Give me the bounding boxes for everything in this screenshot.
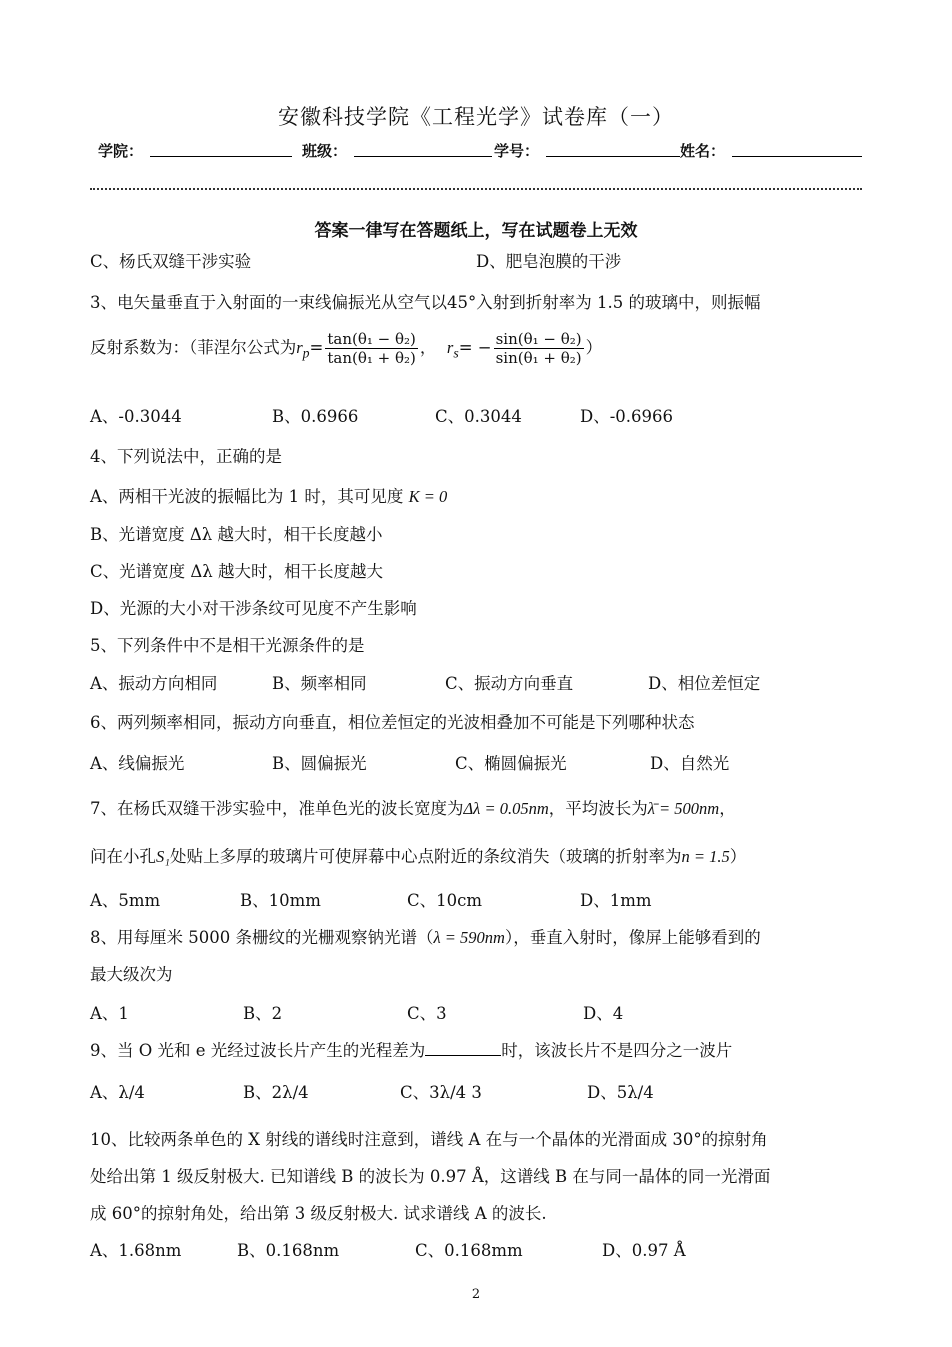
q7-options bbox=[90, 887, 810, 909]
q10-options bbox=[90, 1237, 810, 1259]
class-blank[interactable] bbox=[354, 142, 492, 157]
q7-line-2: 问在小孔S₁处贴上多厚的玻璃片可使屏幕中心点附近的条纹消失（玻璃的折射率为n = 1.5） bbox=[90, 847, 747, 866]
q10-option-d[interactable]: D、0.97 Å bbox=[602, 1241, 686, 1260]
q10-option-c[interactable]: C、0.168mm bbox=[415, 1241, 523, 1260]
q3-options bbox=[90, 403, 790, 425]
q10-line-3: 成 60°的掠射角处，给出第 3 级反射极大. 试求谱线 A 的波长. bbox=[90, 1204, 547, 1223]
q6-options bbox=[90, 750, 810, 772]
college-label: 学院： bbox=[98, 142, 144, 160]
page-title: 安徽科技学院《工程光学》试卷库（一） bbox=[278, 105, 674, 129]
q4-option-a[interactable]: A、两相干光波的振幅比为 1 时，其可见度 K = 0 bbox=[90, 487, 448, 506]
q5-stem: 5、下列条件中不是相干光源条件的是 bbox=[90, 636, 365, 655]
q2-option-d: D、肥皂泡膜的干涉 bbox=[476, 252, 622, 271]
q4-option-b[interactable]: B、光谱宽度 Δλ 越大时，相干长度越小 bbox=[90, 525, 383, 544]
q9-answer-blank[interactable] bbox=[425, 1039, 501, 1056]
student-id-blank[interactable] bbox=[546, 142, 680, 157]
q7-option-a[interactable]: A、5mm bbox=[90, 891, 161, 910]
q8-option-b[interactable]: B、2 bbox=[243, 1004, 283, 1023]
q9-option-b[interactable]: B、2λ/4 bbox=[243, 1083, 309, 1102]
q9-option-c[interactable]: C、3λ/4 3 bbox=[400, 1083, 482, 1102]
class-label: 班级： bbox=[302, 142, 348, 160]
separator-line bbox=[90, 188, 862, 190]
q8-option-d[interactable]: D、4 bbox=[583, 1004, 624, 1023]
q3-option-b[interactable]: B、0.6966 bbox=[272, 407, 359, 426]
q10-line-2: 处给出第 1 级反射极大. 已知谱线 B 的波长为 0.97 Å，这谱线 B 在与同一晶体的同一光滑面 bbox=[90, 1167, 771, 1186]
q5-option-d[interactable]: D、相位差恒定 bbox=[648, 674, 761, 693]
q9-option-a[interactable]: A、λ/4 bbox=[90, 1083, 145, 1102]
q3-formula-prefix: 反射系数为：（菲涅尔公式为 bbox=[90, 338, 297, 357]
q4-stem: 4、下列说法中，正确的是 bbox=[90, 447, 282, 466]
q6-option-d[interactable]: D、自然光 bbox=[650, 754, 730, 773]
q9-stem: 9、当 O 光和 e 光经过波长片产生的光程差为 时，该波长片不是四分之一波片 bbox=[90, 1041, 733, 1060]
q7-line-1: 7、在杨氏双缝干涉实验中，准单色光的波长宽度为Δλ = 0.05nm，平均波长为λ̄ = 500nm， bbox=[90, 799, 736, 818]
rp-fraction: $\frac{\text{tan(θ₁ − θ₂)}}{\text{tan(θ₁ + θ₂)}}$ bbox=[327, 330, 416, 367]
q4-option-c[interactable]: C、光谱宽度 Δλ 越大时，相干长度越大 bbox=[90, 562, 383, 581]
q3-formula-line: 反射系数为：（菲涅尔公式为$r_p=$ $\frac{\text{tan(θ₁ − θ₂)}}{\text{tan(θ₁ + θ₂)}}$ ， $r_s=$ − $\frac{\text{sin(θ₁ − θ₂)}}{\text{sin(θ₁ + θ₂)}}$ ） bbox=[90, 330, 603, 367]
q10-line-1: 10、比较两条单色的 X 射线的谱线时注意到，谱线 A 在与一个晶体的光滑面成 30°的掠射角 bbox=[90, 1130, 768, 1149]
q6-stem: 6、两列频率相同，振动方向垂直，相位差恒定的光波相叠加不可能是下列哪种状态 bbox=[90, 713, 695, 732]
name-label: 姓名： bbox=[680, 142, 726, 160]
q9-option-d[interactable]: D、5λ/4 bbox=[587, 1083, 654, 1102]
q9-options bbox=[90, 1079, 810, 1103]
q7-option-b[interactable]: B、10mm bbox=[240, 891, 321, 910]
page-number: 2 bbox=[471, 1287, 481, 1302]
q8-option-c[interactable]: C、3 bbox=[407, 1004, 447, 1023]
rs-symbol: $r_s$ bbox=[446, 338, 459, 361]
q3-stem: 3、电矢量垂直于入射面的一束线偏振光从空气以45°入射到折射率为 1.5 的玻璃中，则振幅 bbox=[90, 293, 761, 312]
name-blank[interactable] bbox=[732, 142, 862, 157]
q5-option-b[interactable]: B、频率相同 bbox=[272, 674, 367, 693]
q2-option-c: C、杨氏双缝干涉实验 bbox=[90, 252, 252, 271]
q4-option-d[interactable]: D、光源的大小对干涉条纹可见度不产生影响 bbox=[90, 599, 417, 618]
rp-symbol: $r_p$ bbox=[296, 338, 310, 361]
q10-option-b[interactable]: B、0.168nm bbox=[237, 1241, 340, 1260]
q6-option-a[interactable]: A、线偏振光 bbox=[90, 754, 185, 773]
student-id-label: 学号： bbox=[494, 142, 540, 160]
q8-line-1: 8、用每厘米 5000 条栅纹的光栅观察钠光谱（λ = 590nm），垂直入射时，像屏上能够看到的 bbox=[90, 928, 761, 947]
q3-option-a[interactable]: A、-0.3044 bbox=[90, 407, 182, 426]
q5-option-c[interactable]: C、振动方向垂直 bbox=[445, 674, 574, 693]
q7-option-c[interactable]: C、10cm bbox=[407, 891, 483, 910]
q8-line-2: 最大级次为 bbox=[90, 965, 173, 984]
q5-option-a[interactable]: A、振动方向相同 bbox=[90, 674, 218, 693]
q6-option-b[interactable]: B、圆偏振光 bbox=[272, 754, 367, 773]
q8-option-a[interactable]: A、1 bbox=[90, 1004, 129, 1023]
college-blank[interactable] bbox=[150, 142, 292, 157]
q3-option-d[interactable]: D、-0.6966 bbox=[580, 407, 674, 426]
q10-option-a[interactable]: A、1.68nm bbox=[90, 1241, 182, 1260]
exam-notice: 答案一律写在答题纸上，写在试题卷上无效 bbox=[314, 221, 638, 241]
q5-options bbox=[90, 670, 810, 692]
rs-fraction: $\frac{\text{sin(θ₁ − θ₂)}}{\text{sin(θ₁ + θ₂)}}$ bbox=[495, 330, 582, 367]
q8-options bbox=[90, 1000, 810, 1022]
q3-option-c[interactable]: C、0.3044 bbox=[435, 407, 522, 426]
q6-option-c[interactable]: C、椭圆偏振光 bbox=[455, 754, 567, 773]
q7-option-d[interactable]: D、1mm bbox=[580, 891, 652, 910]
